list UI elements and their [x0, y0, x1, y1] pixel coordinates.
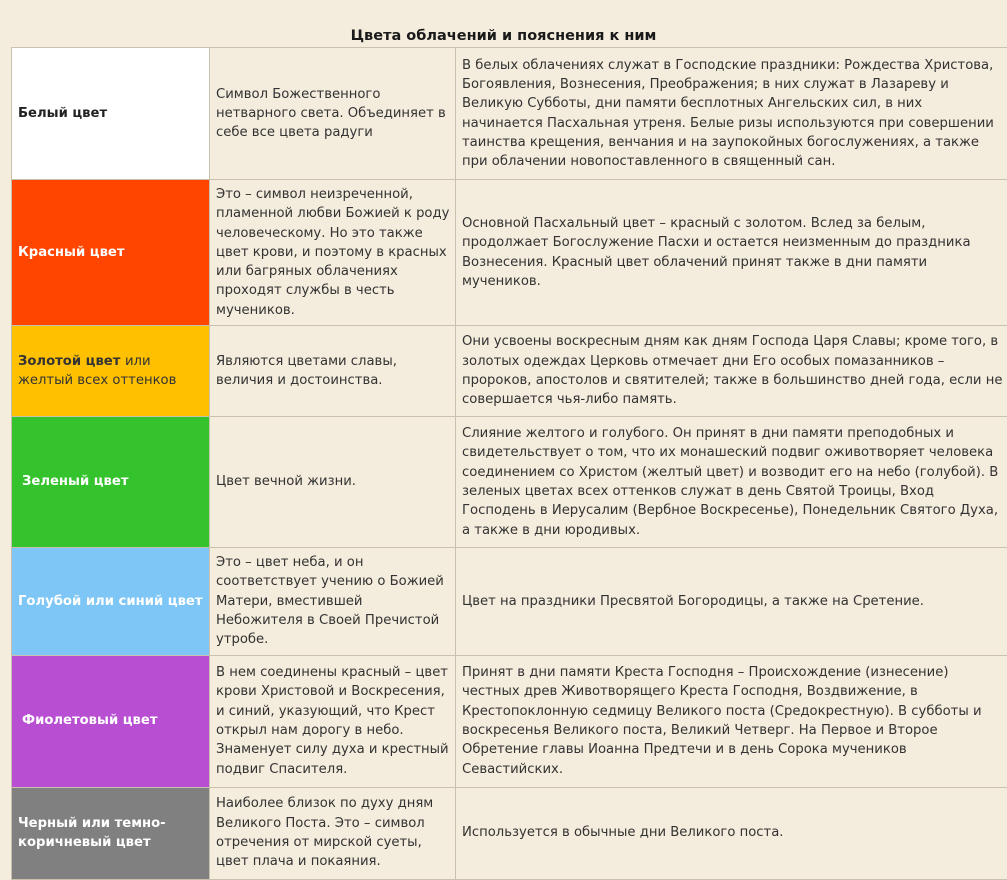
note-cell-gold: Они усвоены воскресным дням как дням Господа Царя Славы; кроме того, в золотых одеждах Церковь отмечает дни Его особых помазанников – пророков, апостолов и святителей; также в большинство дней года, если не совершается чья-либо память. [456, 326, 1007, 417]
meaning-cell-red: Это – символ неизреченной, пламенной любви Божией к роду человеческому. Но это также цвет крови, и поэтому в красных или багряных облачениях проходят службы в честь мучеников. [210, 180, 456, 326]
table-row-blue [12, 548, 1007, 655]
note-cell-violet: Принят в дни памяти Креста Господня – Происхождение (изнесение) честных древ Животворящего Креста Господня, Воздвижение, в Крестопоклонную седмицу Великого поста (Средокрестную). В субботы и воскресенья Великого поста, Великий Четверг. На Первое и Второе Обретение главы Иоанна Предтечи и в день Сорока мучеников Севастийских. [456, 655, 1007, 787]
color-name-violet: Фиолетовый цвет [18, 713, 158, 728]
meaning-cell-black: Наиболее близок по духу дням Великого Поста. Это – символ отречения от мирской суеты, цвет плача и покаяния. [210, 787, 456, 879]
color-name-green: Зеленый цвет [18, 474, 129, 489]
table-row-gold [12, 326, 1007, 417]
color-cell-green [12, 417, 210, 548]
color-cell-black: Черный или темно-коричневый цвет [12, 787, 210, 879]
table-row-white [12, 48, 1007, 180]
note-cell-black: Используется в обычные дни Великого поста. [456, 787, 1007, 879]
color-cell-gold [12, 326, 210, 417]
meaning-cell-violet: В нем соединены красный – цвет крови Христовой и Воскресения, и синий, указующий, что Крест открыл нам дорогу в небо. Знаменует силу духа и крестный подвиг Спасителя. [210, 655, 456, 787]
meaning-cell-blue: Это – цвет неба, и он соответствует учению о Божией Матери, вместившей Небожителя в Своей Пречистой утробе. [210, 548, 456, 655]
color-name-gold-extra: или желтый всех оттенков [18, 354, 176, 388]
note-cell-white: В белых облачениях служат в Господские праздники: Рождества Христова, Богоявления, Вознесения, Преображения; в них служат в Лазареву и Великую Субботы, дни памяти бесплотных Ангельских сил, в них начинается Пасхальная утреня. Белые ризы используются при совершении таинства крещения, венчания и на заупокойных богослужениях, а также при облачении новопоставленного в священный сан. [456, 48, 1007, 180]
note-cell-red: Основной Пасхальный цвет – красный с золотом. Вслед за белым, продолжает Богослужение Пасхи и остается неизменным до праздника Вознесения. Красный цвет облачений принят также в дни памяти мучеников. [456, 180, 1007, 326]
meaning-cell-white: Символ Божественного нетварного света. Объединяет в себе все цвета радуги [210, 48, 456, 180]
color-cell-blue: Голубой или синий цвет [12, 548, 210, 655]
table-row-black [12, 787, 1007, 879]
table-row-green [12, 417, 1007, 548]
meaning-cell-gold: Являются цветами славы, величия и достоинства. [210, 326, 456, 417]
color-name-gold: Золотой цвет [18, 354, 120, 369]
table-title: Цвета облачений и пояснения к ним [0, 28, 1007, 44]
table-row-violet [12, 655, 1007, 787]
note-cell-blue: Цвет на праздники Пресвятой Богородицы, а также на Сретение. [456, 548, 1007, 655]
color-cell-red: Красный цвет [12, 180, 210, 326]
color-cell-violet [12, 655, 210, 787]
table-row-red [12, 180, 1007, 326]
color-cell-white: Белый цвет [12, 48, 210, 180]
vestment-colors-table [11, 47, 1007, 880]
note-cell-green: Слияние желтого и голубого. Он принят в дни памяти преподобных и свидетельствует о том, что их монашеский подвиг оживотворяет человека соединением со Христом (желтый цвет) и возводит его на небо (голубой). В зеленых цветах всех оттенков служат в день Святой Троицы, Вход Господень в Иерусалим (Вербное Воскресенье), Понедельник Святого Духа, а также в дни юродивых. [456, 417, 1007, 548]
meaning-cell-green: Цвет вечной жизни. [210, 417, 456, 548]
